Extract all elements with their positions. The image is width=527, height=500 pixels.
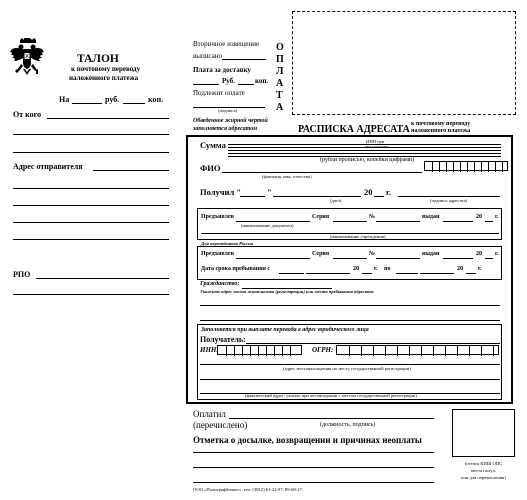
sum-hint: (рубли прописью, копейки цифрами) [320,157,415,163]
remarks-label: Отметка о досылке, возвращении и причинах неоплаты [193,435,422,445]
paid-label: Оплатил [193,409,226,419]
inn-note-2: его наличии [365,144,389,149]
recipient-sign-hint: (подпись адресата) [430,198,468,203]
date-hint: (дата) [330,198,342,203]
talon-kop-field[interactable] [123,103,145,104]
issued-field[interactable] [222,59,266,60]
series-field-1[interactable] [333,221,367,222]
received-month-field[interactable] [273,196,361,197]
residence-address-line-2[interactable] [200,320,500,321]
talon-subtitle-1: к почтовому переводу [71,65,141,73]
postmark-stamp-area [292,11,516,115]
actual-address-hint: (фактический адрес, указать при несовпадении с местом государственной регистрации) [245,393,417,398]
fio-label: ФИО [200,163,221,173]
talon-amount-prefix: На [59,95,70,104]
sender-address-field[interactable] [93,170,169,171]
talon-subtitle-2: наложенного платежа [69,74,139,82]
legal-inn-cells[interactable] [217,345,302,355]
printer-credit: ООО «Полиграфбизнес», тел. (3812) 61-22-97, 89-68-27. [193,487,303,492]
non-residents-label: Для нерезидентов России [201,241,254,246]
issued-year-field-2[interactable] [485,258,493,259]
stay-from-year-prefix: 20 [353,266,359,272]
non-resident-box [197,246,502,280]
fee-rub-label: Руб. [222,77,235,85]
sender-address-label: Адрес отправителя [13,162,83,171]
inn-cells[interactable] [424,161,508,171]
stamp-note-2: места получ. [470,468,497,473]
ops-stamp-box [452,409,515,457]
remarks-line-2[interactable] [193,467,434,468]
sum-label: Сумма [200,140,226,150]
issued-date-field-2[interactable] [443,258,473,259]
stay-from-year-field[interactable] [362,273,372,274]
remarks-line-3[interactable] [193,482,434,483]
year-prefix-2: 20 [476,251,482,257]
talon-kop-label: коп. [148,95,164,104]
sender-address-line-5[interactable] [13,239,169,240]
stay-to-g: г. [478,266,482,272]
legal-address-hint: (адрес местонахождения по месту государственной регистрации) [283,366,411,371]
received-quote: " [267,187,272,197]
from-label: От кого [13,110,42,119]
number-label-1: № [369,214,376,220]
fio-field[interactable] [222,172,422,173]
stay-to-year-prefix: 20 [457,266,463,272]
legal-ogrn-cells[interactable] [336,345,499,355]
from-field-line-3[interactable] [13,152,169,153]
received-g: г. [386,187,392,197]
talon-rub-field[interactable] [72,103,102,104]
fee-rub-field[interactable] [193,84,219,85]
stay-from-month-field[interactable] [306,273,350,274]
year-prefix-1: 20 [476,214,482,220]
sender-address-line-3[interactable] [13,205,169,206]
number-label-2: № [369,251,376,257]
year-g-1: г. [495,214,499,220]
received-year-field[interactable] [374,196,384,197]
inn-note-1: ИНН при [366,139,385,144]
from-field-line-2[interactable] [13,134,169,135]
rpo-field-line-2[interactable] [13,294,169,295]
bold-frame-note-2: заполняется адресатом [193,126,258,132]
stay-from-g: г. [374,266,378,272]
legal-address-line-2[interactable] [200,379,500,380]
position-hint: (должность, подпись) [320,422,376,428]
coat-of-arms-icon [9,38,45,82]
remarks-line-1[interactable] [193,452,434,453]
series-label-1: Серия [312,214,330,220]
stay-to-day-field[interactable] [396,273,418,274]
doc-name-hint: (наименование документа) [241,223,294,228]
talon-rub-label: руб. [105,95,120,104]
stay-to-label: по [384,266,391,272]
stay-to-month-field[interactable] [420,273,454,274]
stay-date-label: Дата срока пребывания с [201,266,271,272]
issued-by-label-1: выдан [422,214,440,220]
ogrn-label: ОГРН: [312,346,334,354]
fee-kop-field[interactable] [238,84,254,85]
receipt-subtitle-2: наложенного платежа [411,128,471,134]
address-note: Укажите адрес места жительства (регистрации) или места пребывания адресата. [200,289,375,294]
rpo-label: РПО [13,270,31,279]
recipient-signature-field[interactable] [398,196,500,197]
year-g-2: г. [495,251,499,257]
stay-from-day-field[interactable] [279,273,304,274]
listed-label: (перечислено) [193,420,248,430]
bold-frame-note-1: Обведенное жирной чертой [193,118,268,124]
receipt-subtitle-1: к почтовому переводу [411,121,471,127]
inn-label: ИНН: [200,346,219,354]
secondary-notice-label: Вторичное извещение [193,40,260,48]
institution-hint: (наименование учреждения) [330,234,386,239]
number-field-2[interactable] [376,258,420,259]
receipt-title: РАСПИСКА АДРЕСАТА [298,124,410,135]
to-pay-label: Подлежит оплате [193,89,245,97]
issued-by-label-2: выдан [422,251,440,257]
sender-address-line-4[interactable] [13,222,169,223]
fee-kop-label: коп. [255,77,269,85]
number-field-1[interactable] [376,221,420,222]
issued-label: выписано [193,52,223,60]
recipient-label: Получатель: [200,335,246,344]
presented-label-2: Предъявлен [201,251,235,257]
citizenship-label: Гражданство: [200,281,240,287]
rpo-field[interactable] [36,278,169,279]
document-name-field[interactable] [236,221,310,222]
issued-year-field-1[interactable] [485,221,493,222]
residence-address-line-1[interactable] [200,305,500,306]
fio-hint: (фамилия, имя, отчество) [262,174,312,179]
series-label-2: Серия [312,251,330,257]
stamp-note-1: (оттиск КПШ ОПС [464,461,503,466]
legal-address-field[interactable] [200,364,500,365]
document-name-field-2[interactable] [236,258,310,259]
from-field[interactable] [47,118,169,119]
received-day-field[interactable] [240,196,265,197]
delivery-fee-label: Плата за доставку [193,66,251,74]
legal-note: Заполняется при выплате перевода в адрес юридического лица [201,327,369,333]
presented-label-1: Предъявлен [201,214,235,220]
stay-to-year-field[interactable] [466,273,476,274]
paid-field[interactable] [229,418,434,419]
stamp-note-3: или для перечисления) [461,475,506,480]
received-label: Получил " [200,187,242,197]
recipient-field[interactable] [246,343,500,344]
signature-hint: (подпись) [218,108,238,113]
issued-date-field-1[interactable] [443,221,473,222]
sender-address-line-2[interactable] [13,188,169,189]
talon-title: ТАЛОН [77,53,119,65]
received-year-prefix: 20 [364,187,373,197]
series-field-2[interactable] [333,258,367,259]
